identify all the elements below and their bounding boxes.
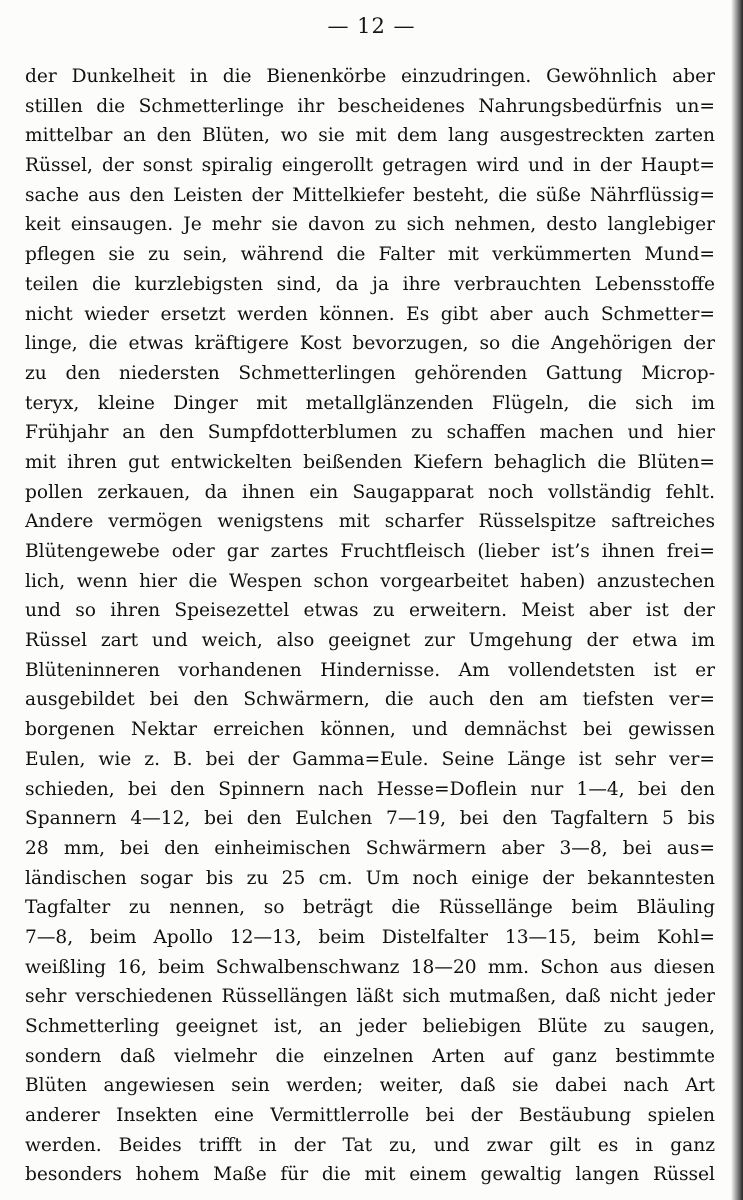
text-line: und so ihren Speisezettel etwas zu erweitern. Meist aber ist der <box>25 600 715 622</box>
text-line: nicht wieder ersetzt werden können. Es gibt aber auch Schmetter= <box>25 303 715 325</box>
text-line: Blüteninneren vorhandenen Hindernisse. Am vollendetsten ist er <box>25 659 715 681</box>
text-line: Spannern 4—12, bei den Eulchen 7—19, bei den Tagfaltern 5 bis <box>25 808 715 830</box>
text-line: werden. Beides trifft in der Tat zu, und zwar gilt es in ganz <box>25 1134 715 1156</box>
text-line: 28 mm, bei den einheimischen Schwärmern aber 3—8, bei aus= <box>25 837 715 859</box>
text-line: ländischen sogar bis zu 25 cm. Um noch einige der bekanntesten <box>25 867 715 889</box>
text-line: anderer Insekten eine Vermittlerrolle bei der Bestäubung spielen <box>25 1105 715 1127</box>
text-line: Rüssel zart und weich, also geeignet zur Umgehung der etwa im <box>25 630 715 652</box>
text-line: Andere vermögen wenigstens mit scharfer Rüsselspitze saftreiches <box>25 511 715 533</box>
page-edge-shadow <box>731 0 743 1200</box>
text-line: Eulen, wie z. B. bei der Gamma=Eule. Seine Länge ist sehr ver= <box>25 748 715 770</box>
text-line: mit ihren gut entwickelten beißenden Kiefern behaglich die Blüten= <box>25 451 715 473</box>
text-line: Blütengewebe oder gar zartes Fruchtfleisch (lieber ist’s ihnen frei= <box>25 541 715 562</box>
text-line: Blüten angewiesen sein werden; weiter, daß sie dabei nach Art <box>25 1075 715 1097</box>
text-line: Tagfalter zu nennen, so beträgt die Rüssellänge beim Bläuling <box>25 897 715 919</box>
text-line: stillen die Schmetterlinge ihr bescheidenes Nahrungsbedürfnis un= <box>25 95 715 117</box>
text-line: Rüssel, der sonst spiralig eingerollt getragen wird und in der Haupt= <box>25 155 715 177</box>
text-line: 7—8, beim Apollo 12—13, beim Distelfalter 13—15, beim Kohl= <box>25 926 715 948</box>
text-line: ausgebildet bei den Schwärmern, die auch den am tiefsten ver= <box>25 689 715 711</box>
text-line: Schmetterling geeignet ist, an jeder beliebigen Blüte zu saugen, <box>25 1016 715 1037</box>
text-line: keit einsaugen. Je mehr sie davon zu sich nehmen, desto langlebiger <box>25 214 715 236</box>
text-line: sache aus den Leisten der Mittelkiefer besteht, die süße Nährflüssig= <box>25 184 715 206</box>
text-line: weißling 16, beim Schwalbenschwanz 18—20 mm. Schon aus diesen <box>25 956 715 978</box>
text-line: besonders hohem Maße für die mit einem gewaltig langen Rüssel <box>25 1164 715 1186</box>
text-line: schieden, bei den Spinnern nach Hesse=Doflein nur 1—4, bei den <box>25 778 715 800</box>
text-line: pflegen sie zu sein, während die Falter mit verkümmerten Mund= <box>25 244 715 266</box>
text-line: der Dunkelheit in die Bienenkörbe einzudringen. Gewöhnlich aber <box>25 66 715 87</box>
text-line: linge, die etwas kräftigere Kost bevorzugen, so die Angehörigen der <box>25 333 715 355</box>
body-text <box>25 62 715 1190</box>
text-line: pollen zerkauen, da ihnen ein Saugapparat noch vollständig fehlt. <box>25 481 715 503</box>
text-line: teryx, kleine Dinger mit metallglänzenden Flügeln, die sich im <box>25 392 715 414</box>
page-number: — 12 — <box>327 14 416 38</box>
text-line: sehr verschiedenen Rüssellängen läßt sich mutmaßen, daß nicht jeder <box>25 986 715 1008</box>
text-line: zu den niedersten Schmetterlingen gehörenden Gattung Microp- <box>25 362 715 384</box>
text-line: mittelbar an den Blüten, wo sie mit dem lang ausgestreckten zarten <box>25 125 715 147</box>
text-line: teilen die kurzlebigsten sind, da ja ihre verbrauchten Lebensstoffe <box>25 273 715 295</box>
text-line: Frühjahr an den Sumpfdotterblumen zu schaffen machen und hier <box>25 422 715 444</box>
text-line: borgenen Nektar erreichen können, und demnächst bei gewissen <box>25 719 715 741</box>
text-line: sondern daß vielmehr die einzelnen Arten auf ganz bestimmte <box>25 1045 715 1067</box>
text-line: lich, wenn hier die Wespen schon vorgearbeitet haben) anzustechen <box>25 570 715 592</box>
